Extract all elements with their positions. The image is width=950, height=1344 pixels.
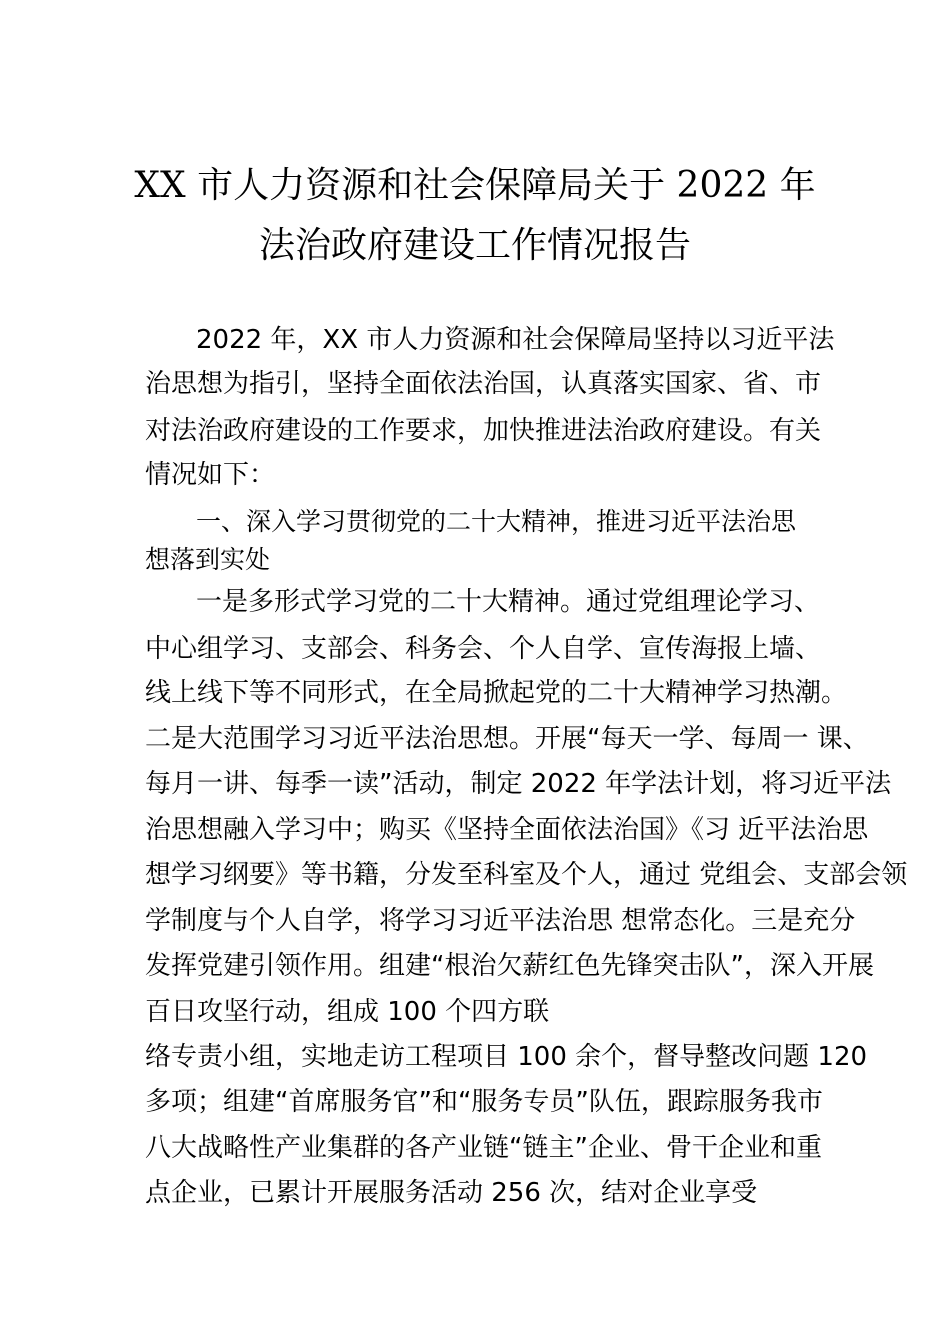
paragraph-line: 络专责小组，实地走访工程项目 100 余个，督导整改问题 120 [145,1042,868,1072]
paragraph-line: 线上线下等不同形式，在全局掀起党的二十大精神学习热潮。 [145,678,848,708]
document-title-line-1: XX 市人力资源和社会保障局关于 2022 年 [134,165,816,206]
paragraph-line: 发挥党建引领作用。组建“根治欠薪红色先锋突击队”，深入开展 [145,951,874,981]
paragraph-line: 多项；组建“首席服务官”和“服务专员”队伍，跟踪服务我市 [145,1087,823,1117]
paragraph-line: 2022 年，XX 市人力资源和社会保障局坚持以习近平法 [196,325,835,355]
paragraph-line: 对法治政府建设的工作要求，加快推进法治政府建设。有关 [145,416,822,446]
paragraph-line: 治思想融入学习中；购买《坚持全面依法治国》《习 近平法治思 [145,815,869,845]
paragraph-line: 中心组学习、支部会、科务会、个人自学、宣传海报上墙、 [145,634,822,664]
paragraph-line: 情况如下： [145,460,276,490]
paragraph-line: 点企业，已累计开展服务活动 256 次，结对企业享受 [145,1178,758,1208]
paragraph-line: 治思想为指引，坚持全面依法治国，认真落实国家、省、市 [145,369,822,399]
paragraph-line: 百日攻坚行动，组成 100 个四方联 [145,997,550,1027]
paragraph-line: 每月一讲、每季一读”活动，制定 2022 年学法计划，将习近平法 [145,769,892,799]
section-heading-line: 想落到实处 [145,545,271,574]
paragraph-line: 二是大范围学习习近平法治思想。开展“每天一学、每周一 课、 [145,724,869,754]
paragraph-line: 八大战略性产业集群的各产业链“链主”企业、骨干企业和重 [145,1133,822,1163]
paragraph-line: 想学习纲要》等书籍，分发至科室及个人，通过 党组会、支部会领 [145,860,908,890]
section-heading-line: 一、深入学习贯彻党的二十大精神，推进习近平法治思 [196,507,797,536]
paragraph-line: 学制度与个人自学，将学习习近平法治思 想常态化。三是充分 [145,906,856,936]
paragraph-line: 一是多形式学习党的二十大精神。通过党组理论学习、 [196,587,821,617]
document-title-line-2: 法治政府建设工作情况报告 [258,225,691,266]
